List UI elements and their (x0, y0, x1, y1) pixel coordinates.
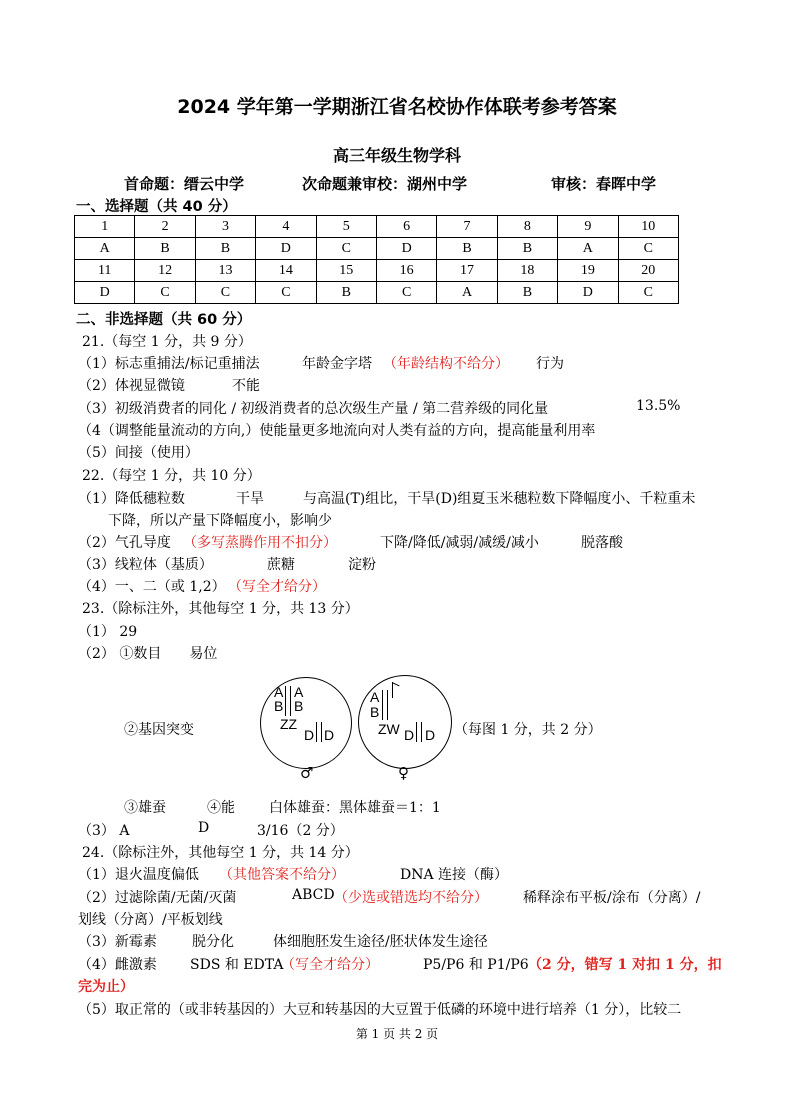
section2-heading: 二、非选择题（共 60 分） (76, 312, 252, 328)
author-3: 审核：春晖中学 (551, 175, 657, 193)
table-cell: 5 (316, 216, 376, 238)
q22-line1a: （1）降低穗粒数 (78, 491, 185, 507)
table-cell: 7 (437, 216, 497, 238)
table-cell: B (437, 238, 497, 260)
q24-line1c: DNA 连接（酶） (400, 867, 509, 883)
answer-table (74, 215, 679, 304)
table-cell: 16 (376, 260, 436, 282)
document-title: 2024 学年第一学期浙江省名校协作体联考参考答案 (177, 96, 617, 118)
chromosome-bar (290, 686, 291, 716)
female-symbol-icon: ♀ (398, 764, 409, 782)
q22-line3c: 淀粉 (348, 557, 376, 573)
q24-heading: 24.（除标注外，其他每空 1 分，共 14 分） (82, 845, 359, 861)
table-cell: A (437, 282, 497, 304)
author-1: 首命题：缙云中学 (124, 175, 245, 193)
gene-label: B (294, 698, 304, 714)
q23-line3a: ③雄蚕 (124, 800, 166, 816)
q21-line3a: （3）初级消费者的同化 / 初级消费者的总次级生产量 / 第二营养级的同化量 (78, 401, 549, 417)
q24-line1a: （1）退火温度偏低 (78, 867, 199, 883)
male-symbol-icon: ♂ (300, 764, 314, 782)
q24-line3a: （3）新霉素 (78, 934, 157, 950)
gene-label: A (294, 684, 304, 700)
table-cell: D (256, 238, 316, 260)
q24-line2a: （2）过滤除菌/无菌/灭菌 (78, 890, 237, 906)
q23-diagram-score: （每图 1 分，共 2 分） (454, 722, 602, 738)
q24-line2e: 划线（分离）/平板划线 (78, 912, 223, 928)
q21-line2a: （2）体视显微镜 (78, 378, 185, 394)
table-cell: B (195, 238, 255, 260)
q24-line2-note: （少选或错选均不给分） (334, 890, 488, 906)
q23-line3b: ④能 (207, 800, 235, 816)
q24-line2b: ABCD (292, 887, 335, 903)
q21-line4: （4（调整能量流动的方向,）使能量更多地流向对人类有益的方向，提高能量利用率 (78, 423, 596, 439)
q21-line1b: 年龄金字塔 (302, 356, 372, 372)
table-cell: 6 (376, 216, 436, 238)
chromosome-bar (421, 722, 422, 742)
table-cell: 1 (75, 216, 135, 238)
q24-line1-note: （其他答案不给分） (219, 867, 345, 883)
q21-line1d: 行为 (536, 356, 564, 372)
q23-line4b: D (198, 820, 210, 836)
q24-line4-note: （写全才给分） (281, 957, 379, 973)
page-footer: 第 1 页 共 2 页 (355, 1027, 439, 1041)
gene-label: B (274, 698, 284, 714)
q24-line3c: 体细胞胚发生途径/胚状体发生途径 (273, 934, 488, 950)
q21-line2b: 不能 (232, 378, 260, 394)
q22-line2a: （2）气孔导度 (78, 535, 171, 551)
table-row (75, 282, 679, 304)
chromosome-bar (316, 722, 317, 742)
q23-line3c: 白体雄蚕：黑体雄蚕＝1：1 (269, 800, 441, 816)
table-cell: 18 (497, 260, 557, 282)
q24-line4d: P5/P6 和 P1/P6 (423, 957, 529, 973)
q23-mutation-label: ②基因突变 (124, 722, 194, 738)
q22-line2d: 脱落酸 (581, 535, 623, 551)
q22-heading: 22.（每空 1 分，共 10 分） (82, 468, 261, 484)
document-subtitle: 高三年级生物学科 (332, 146, 461, 165)
chromosome-bar (285, 686, 286, 716)
gene-label: D (404, 727, 415, 743)
q21-line5: （5）间接（使用） (78, 445, 199, 461)
table-cell: 3 (195, 216, 255, 238)
table-cell: 19 (558, 260, 618, 282)
section1-heading: 一、选择题（共 40 分） (76, 199, 237, 215)
table-cell: 14 (256, 260, 316, 282)
q24-line4-score-note: （2 分，错写 1 对扣 1 分，扣 (528, 957, 722, 973)
table-row (75, 216, 679, 238)
table-cell: 11 (75, 260, 135, 282)
table-cell: 9 (558, 216, 618, 238)
table-cell: 8 (497, 216, 557, 238)
table-cell: D (75, 282, 135, 304)
q22-line2-note: （多写蒸腾作用不扣分） (183, 535, 337, 551)
q22-line4-note: （写全才给分） (228, 579, 326, 595)
q24-line5: （5）取正常的（或非转基因的）大豆和转基因的大豆置于低磷的环境中进行培养（1 分），比较二 (78, 1002, 682, 1018)
q23-line2: （2） ①数目 易位 (78, 646, 218, 662)
table-cell: B (316, 282, 376, 304)
table-cell: 15 (316, 260, 376, 282)
table-cell: C (135, 282, 195, 304)
chromosome-bar (387, 690, 388, 720)
q24-line2d: 稀释涂布平板/涂布（分离）/ (523, 890, 701, 906)
gene-label: D (324, 727, 335, 743)
q22-line3a: （3）线粒体（基质） (78, 557, 213, 573)
q24-line3b: 脱分化 (192, 934, 234, 950)
q22-line2c: 下降/降低/减弱/减缓/减小 (380, 535, 539, 551)
q22-line1d: 下降，所以产量下降幅度小，影响少 (108, 513, 332, 529)
q24-line4-score-note-cont: 完为止） (78, 979, 134, 995)
table-cell: 13 (195, 260, 255, 282)
table-cell: 20 (618, 260, 678, 282)
gene-label: A (370, 689, 380, 705)
table-cell: 12 (135, 260, 195, 282)
table-cell: 10 (618, 216, 678, 238)
q22-line3b: 蔗糖 (267, 557, 295, 573)
chromosome-bar (382, 690, 383, 720)
chromosome-bar (321, 722, 322, 742)
table-cell: C (256, 282, 316, 304)
gene-label: A (274, 684, 284, 700)
author-2: 次命题兼审校：湖州中学 (302, 175, 468, 193)
q24-line4a: （4）雌激素 (78, 957, 157, 973)
q21-heading: 21.（每空 1 分，共 9 分） (82, 334, 252, 350)
q23-line4a: （3） A (78, 823, 130, 839)
gene-label: D (304, 727, 315, 743)
q22-line1c: 与高温(T)组比，干旱(D)组夏玉米穗粒数下降幅度小、千粒重未 (303, 491, 696, 507)
table-cell: B (135, 238, 195, 260)
table-cell: 4 (256, 216, 316, 238)
gene-label: B (370, 704, 380, 720)
q22-line1b: 干旱 (236, 491, 264, 507)
chromosome-bar (416, 722, 417, 742)
q21-line1a: （1）标志重捕法/标记重捕法 (78, 356, 260, 372)
table-cell: C (618, 282, 678, 304)
table-cell: 2 (135, 216, 195, 238)
table-row (75, 238, 679, 260)
table-cell: D (558, 282, 618, 304)
table-cell: B (497, 282, 557, 304)
table-cell: A (558, 238, 618, 260)
q21-line3b: 13.5% (636, 398, 681, 414)
table-cell: D (376, 238, 436, 260)
table-cell: C (376, 282, 436, 304)
table-cell: 17 (437, 260, 497, 282)
table-cell: B (497, 238, 557, 260)
q21-line1-note: （年龄结构不给分） (383, 356, 509, 372)
q22-line4a: （4）一、二（或 1,2） (78, 579, 226, 595)
q23-heading: 23.（除标注外，其他每空 1 分，共 13 分） (82, 601, 359, 617)
table-cell: A (75, 238, 135, 260)
table-cell: C (618, 238, 678, 260)
gene-label: D (425, 727, 436, 743)
sex-chromosome-label: ZW (378, 721, 400, 737)
table-cell: C (316, 238, 376, 260)
table-row (75, 260, 679, 282)
q23-line1: （1） 29 (78, 624, 138, 640)
table-cell: C (195, 282, 255, 304)
sex-chromosome-label: ZZ (280, 716, 298, 732)
q23-line4c: 3/16（2 分） (257, 823, 344, 839)
q24-line4b: SDS 和 EDTA (190, 957, 284, 973)
